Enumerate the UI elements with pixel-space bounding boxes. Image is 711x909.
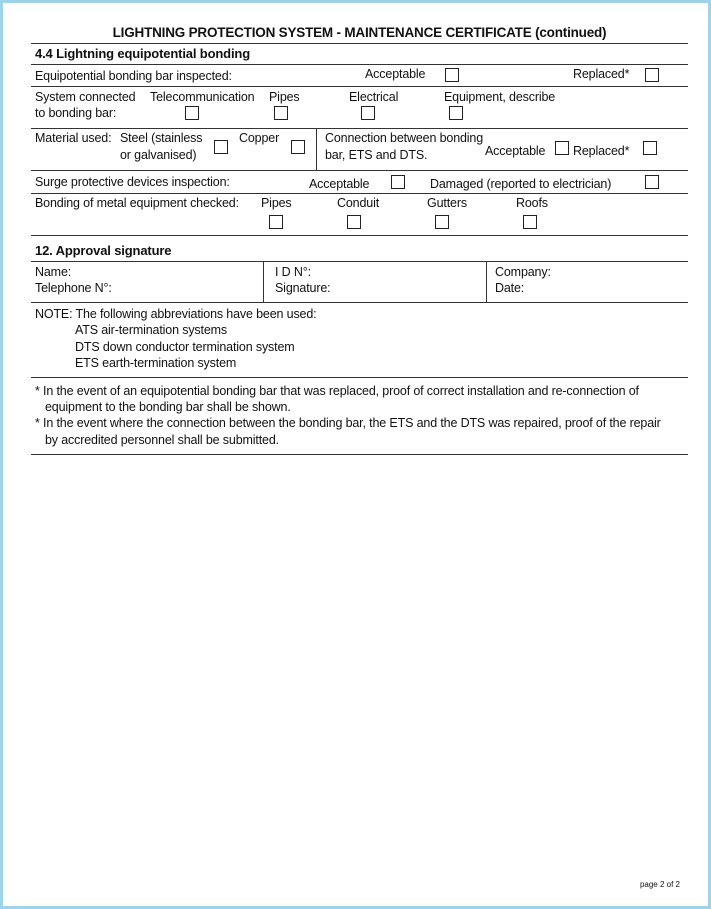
name-label: Name:	[35, 265, 72, 279]
telecommunication-label: Telecommunication	[150, 90, 255, 104]
divider	[31, 377, 688, 378]
page-number: page 2 of 2	[639, 880, 680, 889]
note-item: DTS down conductor termination system	[75, 340, 295, 354]
divider	[31, 193, 688, 194]
date-label: Date:	[495, 281, 525, 295]
connection-acceptable-label: Acceptable	[485, 144, 546, 158]
note-item: ATS air-termination systems	[75, 323, 228, 337]
pipes-checkbox[interactable]	[274, 106, 288, 120]
connection-label-2: bar, ETS and DTS.	[325, 148, 428, 162]
divider	[31, 170, 688, 171]
metal-pipes-checkbox[interactable]	[269, 215, 283, 229]
surge-acceptable-checkbox[interactable]	[391, 175, 405, 189]
equipment-checkbox[interactable]	[449, 106, 463, 120]
telephone-label: Telephone N°:	[35, 281, 112, 295]
footnote-1-line-1: * In the event of an equipotential bonding bar that was replaced, proof of correct installation and re-connection of	[35, 384, 639, 398]
divider	[31, 302, 688, 303]
gutters-label: Gutters	[427, 196, 467, 210]
roofs-checkbox[interactable]	[523, 215, 537, 229]
footnote-2-line-2: by accredited personnel shall be submitted.	[45, 433, 279, 447]
note-intro: NOTE: The following abbreviations have been used:	[35, 307, 317, 321]
bar-replaced-label: Replaced*	[573, 67, 630, 81]
electrical-label: Electrical	[349, 90, 399, 104]
copper-label: Copper	[239, 131, 280, 145]
divider	[31, 86, 688, 87]
section-4-4-title: 4.4 Lightning equipotential bonding	[35, 46, 251, 61]
connection-replaced-checkbox[interactable]	[643, 141, 657, 155]
surge-damaged-checkbox[interactable]	[645, 175, 659, 189]
footnote-2-line-1: * In the event where the connection between the bonding bar, the ETS and the DTS was repaired, proof of the repair	[35, 416, 661, 430]
equipment-label: Equipment, describe	[444, 90, 556, 104]
conduit-label: Conduit	[337, 196, 380, 210]
connection-label-1: Connection between bonding	[325, 131, 484, 145]
surge-damaged-label: Damaged (reported to electrician)	[430, 177, 612, 191]
divider	[31, 454, 688, 455]
divider	[31, 261, 688, 262]
electrical-checkbox[interactable]	[361, 106, 375, 120]
roofs-label: Roofs	[516, 196, 548, 210]
divider	[486, 261, 487, 302]
system-connected-label-2: to bonding bar:	[35, 106, 117, 120]
gutters-checkbox[interactable]	[435, 215, 449, 229]
steel-label-2: or galvanised)	[120, 148, 197, 162]
divider	[316, 128, 317, 170]
divider	[263, 261, 264, 302]
copper-checkbox[interactable]	[291, 140, 305, 154]
conduit-checkbox[interactable]	[347, 215, 361, 229]
signature-label: Signature:	[275, 281, 331, 295]
company-label: Company:	[495, 265, 551, 279]
metal-pipes-label: Pipes	[261, 196, 292, 210]
bar-acceptable-checkbox[interactable]	[445, 68, 459, 82]
bar-acceptable-label: Acceptable	[365, 67, 426, 81]
connection-acceptable-checkbox[interactable]	[555, 141, 569, 155]
material-label: Material used:	[35, 131, 112, 145]
connection-replaced-label: Replaced*	[573, 144, 630, 158]
surge-label: Surge protective devices inspection:	[35, 175, 230, 189]
section-12-title: 12. Approval signature	[35, 243, 172, 258]
page-title: LIGHTNING PROTECTION SYSTEM - MAINTENANCE CERTIFICATE (continued)	[112, 25, 607, 40]
bar-replaced-checkbox[interactable]	[645, 68, 659, 82]
divider	[31, 64, 688, 65]
footnote-1-line-2: equipment to the bonding bar shall be shown.	[45, 400, 291, 414]
steel-label-1: Steel (stainless	[120, 131, 203, 145]
bonding-metal-label: Bonding of metal equipment checked:	[35, 196, 239, 210]
divider	[31, 128, 688, 129]
telecommunication-checkbox[interactable]	[185, 106, 199, 120]
id-label: I D N°:	[275, 265, 311, 279]
steel-checkbox[interactable]	[214, 140, 228, 154]
pipes-label: Pipes	[269, 90, 300, 104]
divider	[31, 235, 688, 236]
surge-acceptable-label: Acceptable	[309, 177, 370, 191]
divider	[31, 43, 688, 44]
system-connected-label-1: System connected	[35, 90, 136, 104]
bar-inspected-label: Equipotential bonding bar inspected:	[35, 69, 232, 83]
note-item: ETS earth-termination system	[75, 356, 237, 370]
